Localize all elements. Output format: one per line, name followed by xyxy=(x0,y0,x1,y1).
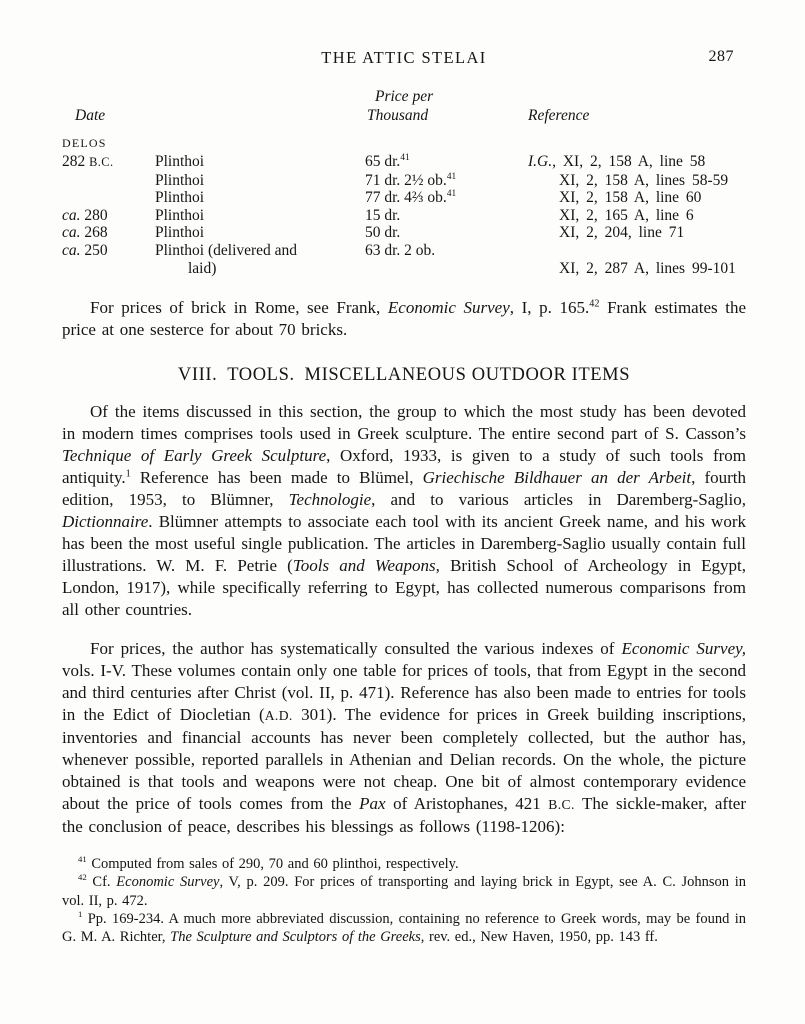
cell-reference xyxy=(528,242,746,260)
cell-price xyxy=(365,260,528,278)
cell-item: Plinthoi xyxy=(155,171,205,189)
cell-reference: XI, 2, 204, line 71 xyxy=(559,224,685,242)
cell-date xyxy=(62,172,155,190)
cell-date xyxy=(62,260,155,278)
table-row xyxy=(62,260,746,278)
cell-item: Plinthoi xyxy=(155,189,205,207)
price-table-header xyxy=(62,88,746,132)
footnote-42: $^{42}$ Cf. Economic Survey, V, p. 209. For prices of transporting and laying brick in Egypt, see A. C. Johnson in vol. II, p. 472. xyxy=(62,872,747,909)
text-column xyxy=(62,0,746,946)
col-header-date: Date xyxy=(75,107,106,124)
cell-date: ca. 268 xyxy=(62,224,108,242)
paragraph-tools-prices: For prices, the author has systematically consulted the various indexes of Economic Survey, vols. I-V. These volumes contain only one table for prices of tools, that from Egypt in the second and third centuries after Christ (vol. II, p. 471). Reference has also been made to entries for tools in the Edict of Diocletian (A.D. 301). The evidence for prices in Greek building inscriptions, inventories and financial accounts has never been completely collected, but the author has, whenever possible, reported parallels in Athenian and Delian records. On the whole, the picture obtained is that tools and weapons were not cheap. One bit of almost contemporary evidence about the price of tools comes from the Pax of Aristophanes, 421 B.C. The sickle-maker, after the conclusion of peace, describes his blessings as follows (1198-1206): xyxy=(62,639,746,837)
cell-price: 65 dr.$^{41}$ xyxy=(365,152,410,170)
cell-price: 50 dr. xyxy=(365,224,401,242)
cell-item: Plinthoi (delivered and xyxy=(155,241,298,259)
paragraph-brick-prices: For prices of brick in Rome, see Frank, Economic Survey, I, p. 165.42 Frank estimates the price at one sesterce for about 70 bricks. xyxy=(62,298,746,340)
cell-reference: XI, 2, 165 A, line 6 xyxy=(559,206,694,224)
footnote-41: $^{41}$ Computed from sales of 290, 70 and 60 plinthoi, respectively. xyxy=(78,854,459,873)
cell-item: Plinthoi xyxy=(155,153,205,170)
cell-date: ca. 250 xyxy=(62,241,108,259)
col-header-price-line2: Thousand xyxy=(367,107,429,124)
table-row xyxy=(62,207,746,225)
cell-price: 71 dr. 2½ ob.$^{41}$ xyxy=(365,171,457,189)
table-row xyxy=(62,189,746,207)
page-number: 287 xyxy=(708,48,734,65)
section-heading: VIII. TOOLS. MISCELLANEOUS OUTDOOR ITEMS xyxy=(177,365,631,386)
cell-price: 63 dr. 2 ob. xyxy=(365,241,436,259)
cell-reference: XI, 2, 158 A, line 60 xyxy=(559,189,702,207)
page-header xyxy=(62,48,746,70)
cell-price: 77 dr. 4⅔ ob.$^{41}$ xyxy=(365,189,457,207)
footnote-1: $^1$ Pp. 169-234. A much more abbreviated discussion, containing no reference to Greek words, may be found in G. M. A. Richter, The Sculpture and Sculptors of the Greeks, rev. ed., New Haven, 1950, pp. 143 ff. xyxy=(62,908,746,945)
footnotes xyxy=(62,855,746,946)
cell-date: ca. 280 xyxy=(62,206,108,224)
cell-reference: XI, 2, 287 A, lines 99-101 xyxy=(559,259,736,277)
table-group-label-delos: DELOS xyxy=(62,136,107,150)
col-header-reference: Reference xyxy=(528,107,590,124)
cell-reference: XI, 2, 158 A, lines 58-59 xyxy=(559,171,729,189)
cell-reference: I.G., XI, 2, 158 A, line 58 xyxy=(528,153,706,170)
table-row xyxy=(62,242,746,260)
cell-item: Plinthoi xyxy=(155,224,205,242)
cell-price: 15 dr. xyxy=(365,206,401,224)
col-header-price-line1: Price per xyxy=(375,88,434,105)
table-row xyxy=(62,224,746,242)
price-table xyxy=(62,153,746,277)
table-row xyxy=(62,153,746,172)
cell-item: Plinthoi xyxy=(155,206,205,224)
page-title: THE ATTIC STELAI xyxy=(321,48,487,67)
table-row xyxy=(62,172,746,190)
cell-date: 282 B.C. xyxy=(62,153,114,170)
cell-item: laid) xyxy=(188,259,217,277)
paragraph-tools-overview: Of the items discussed in this section, the group to which the most study has been devoted in modern times comprises tools used in Greek sculpture. The entire second part of S. Casson’s Technique of Early Greek Sculpture, Oxford, 1933, is given to a study of such tools from antiquity.$^1$ Reference has been made to Blümel, Griechische Bildhauer an der Arbeit, fourth edition, 1953, to Blümner, Technologie, and to various articles in Daremberg-Saglio, Dictionnaire. Blümner attempts to associate each tool with its ancient Greek name, and his work has been the most useful single publication. The articles in Daremberg-Saglio usually contain full illustrations. W. M. F. Petrie (Tools and Weapons, British School of Archeology in Egypt, London, 1917), while specifically referring to Egypt, has collected numerous comparisons from all other countries. xyxy=(62,402,747,620)
cell-date xyxy=(62,189,155,207)
